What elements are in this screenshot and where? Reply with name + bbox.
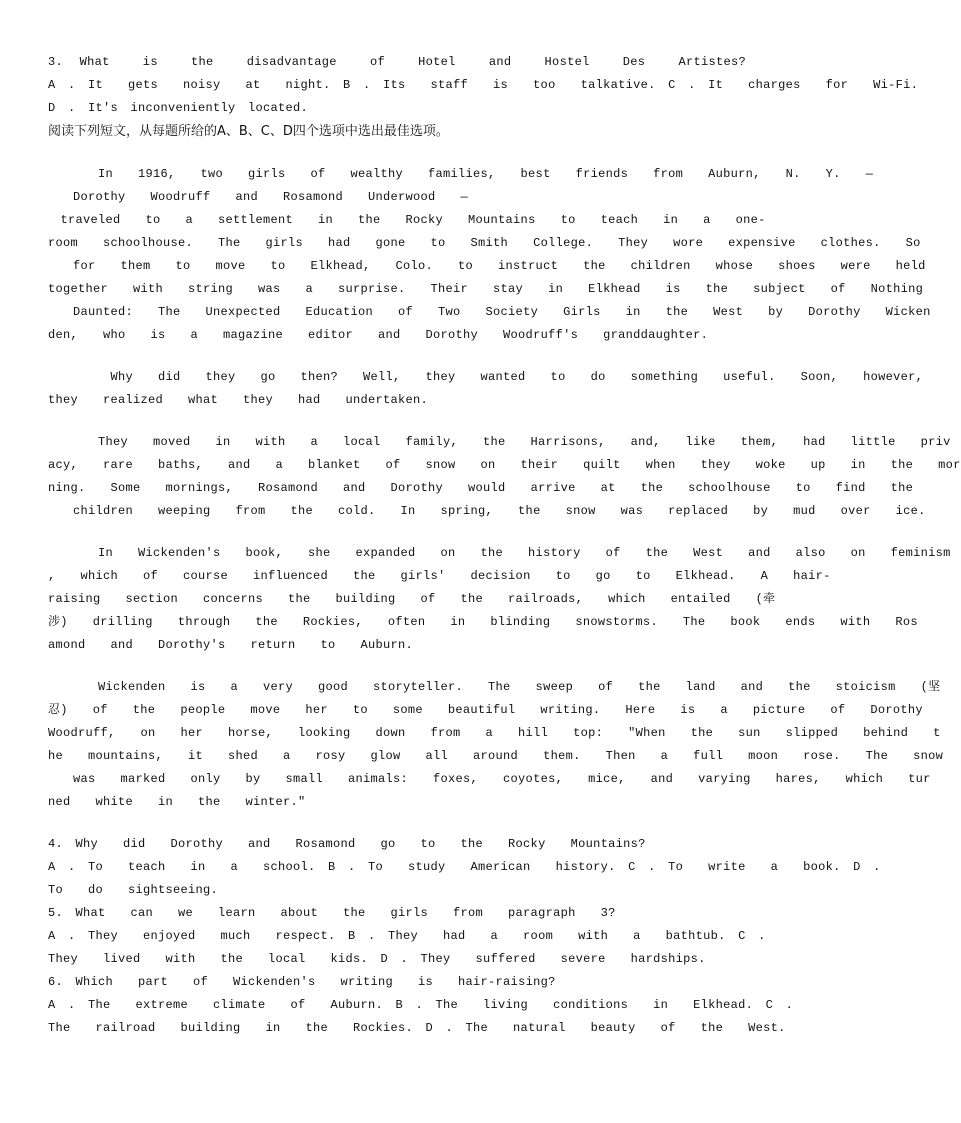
passage-line: In 1916, two girls of wealthy families, best friends from Auburn, N. Y. — — [48, 167, 874, 181]
passage-line: Woodruff, on her horse, looking down from a hill top: "When the sun slipped behind t — [48, 726, 941, 740]
passage-paragraph-2 — [48, 366, 924, 412]
passage-line: room schoolhouse. The girls had gone to Smith College. They wore expensive clothes. So — [48, 236, 921, 250]
passage-line: Why did they go then? Well, they wanted to do something useful. Soon, however, — [48, 370, 924, 384]
passage-paragraph-3 — [48, 431, 961, 523]
question-3-option-d: D . It's inconveniently located. — [48, 101, 309, 115]
passage-line: They moved in with a local family, the Harrisons, and, like them, had little priv — [48, 435, 951, 449]
passage-paragraph-1 — [48, 163, 931, 347]
passage-line: for them to move to Elkhead, Colo. to instruct the children whose shoes were held — [48, 259, 926, 273]
passage-line: children weeping from the cold. In spring, the snow was replaced by mud over ice. — [48, 504, 926, 518]
passage-line: , which of course influenced the girls' decision to go to Elkhead. A hair- — [48, 569, 831, 583]
document-page — [48, 51, 961, 1040]
passage-line: acy, rare baths, and a blanket of snow on their quilt when they woke up in the mor — [48, 458, 961, 472]
question-5-options-line-2: They lived with the local kids. D . They suffered severe hardships. — [48, 952, 706, 966]
question-5-stem: 5. What can we learn about the girls from paragraph 3? — [48, 906, 616, 920]
question-4 — [48, 833, 881, 902]
question-5 — [48, 902, 766, 971]
passage-line: den, who is a magazine editor and Dorothy Woodruff's granddaughter. — [48, 328, 709, 342]
passage-line: together with string was a surprise. Their stay in Elkhead is the subject of Nothing — [48, 282, 924, 296]
passage-line: ned white in the winter." — [48, 795, 306, 809]
question-3-options-abc: A . It gets noisy at night. B . Its staff is too talkative. C . It charges for Wi-Fi. — [48, 78, 919, 92]
question-6-stem: 6. Which part of Wickenden's writing is hair-raising? — [48, 975, 556, 989]
passage-line: Wickenden is a very good storyteller. The sweep of the land and the stoicism (坚 — [48, 680, 941, 694]
question-4-stem: 4. Why did Dorothy and Rosamond go to the Rocky Mountains? — [48, 837, 646, 851]
passage-line: 忍) of the people move her to some beautiful writing. Here is a picture of Dorothy — [48, 703, 923, 717]
question-4-options-line-2: To do sightseeing. — [48, 883, 219, 897]
passage-line: Dorothy Woodruff and Rosamond Underwood — — [48, 190, 469, 204]
question-6 — [48, 971, 794, 1040]
question-3-stem: 3. What is the disadvantage of Hotel and Hostel Des Artistes? — [48, 55, 746, 69]
question-6-options-line-1: A . The extreme climate of Auburn. B . The living conditions in Elkhead. C . — [48, 998, 794, 1012]
question-5-options-line-1: A . They enjoyed much respect. B . They had a room with a bathtub. C . — [48, 929, 766, 943]
passage-line: amond and Dorothy's return to Auburn. — [48, 638, 414, 652]
passage-line: raising section concerns the building of the railroads, which entailed (牵 — [48, 592, 776, 606]
passage-line: traveled to a settlement in the Rocky Mountains to teach in a one- — [48, 213, 766, 227]
passage-line: In Wickenden's book, she expanded on the history of the West and also on feminism — [48, 546, 951, 560]
question-6-options-line-2: The railroad building in the Rockies. D . The natural beauty of the West. — [48, 1021, 786, 1035]
passage-line: they realized what they had undertaken. — [48, 393, 429, 407]
passage-line: he mountains, it shed a rosy glow all around them. Then a full moon rose. The snow — [48, 749, 944, 763]
passage-line: was marked only by small animals: foxes, coyotes, mice, and varying hares, which tur — [48, 772, 931, 786]
passage-line: Daunted: The Unexpected Education of Two Society Girls in the West by Dorothy Wicken — [48, 305, 931, 319]
passage-line: ning. Some mornings, Rosamond and Dorothy would arrive at the schoolhouse to find the — [48, 481, 914, 495]
question-4-options-line-1: A . To teach in a school. B . To study American history. C . To write a book. D . — [48, 860, 881, 874]
question-3 — [48, 51, 919, 120]
reading-instruction: 阅读下列短文，从每题所给的A、B、C、D四个选项中选出最佳选项。 — [48, 124, 449, 139]
passage-paragraph-5 — [48, 676, 944, 814]
passage-paragraph-4 — [48, 542, 951, 657]
passage-line: 涉) drilling through the Rockies, often in blinding snowstorms. The book ends with Ros — [48, 615, 918, 629]
